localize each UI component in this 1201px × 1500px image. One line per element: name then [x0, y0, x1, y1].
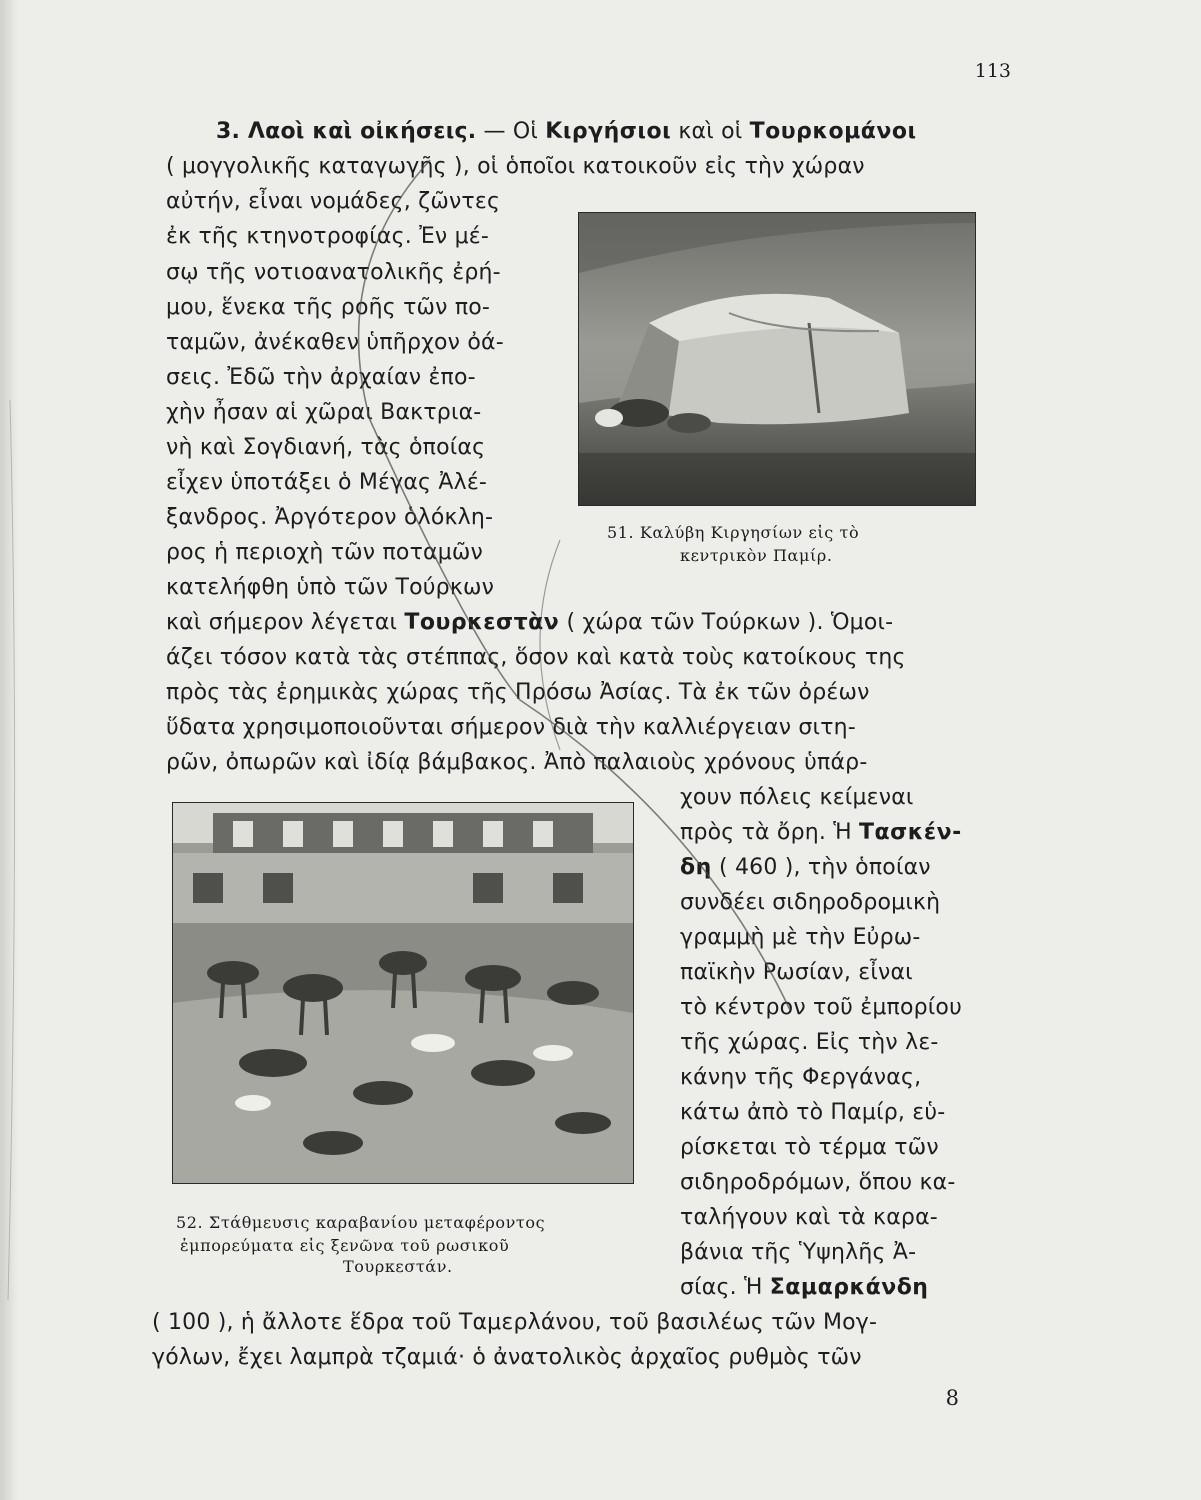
page-edge-shadow [0, 0, 18, 1500]
right-col-line: ρίσκεται τὸ τέρμα τῶν [680, 1135, 939, 1160]
text-line: μου, ἕνεκα τῆς ροῆς τῶν πο- [166, 295, 491, 320]
right-col-line: βάνια τῆς Ὑψηλῆς Ἀ- [680, 1240, 917, 1265]
figure-52-caption-line3: Τουρκεστάν. [343, 1257, 453, 1276]
text-line: άζει τόσον κατὰ τὰς στέππας, ὅσον καὶ κατὰ τοὺς κατοίκους της [166, 645, 906, 670]
turkestan-after: ( χώρα τῶν Τούρκων ). Ὁμοι- [559, 610, 894, 635]
right-col-text: σίας. Ἡ [680, 1275, 770, 1300]
right-col-line: κάνην τῆς Φεργάνας, [680, 1065, 922, 1090]
heading-mid: καὶ οἱ [671, 119, 750, 144]
right-col-line [680, 818, 962, 848]
text-line: αὐτήν, εἶναι νομάδες, ζῶντες [166, 189, 501, 214]
text-line: σῳ τῆς νοτιοανατολικῆς ἐρή- [166, 260, 501, 285]
figure-51-caption-line1: 51. Καλύβη Κιργησίων εἰς τὸ [607, 523, 860, 542]
page-number: 113 [974, 60, 1011, 82]
term-kirgisioi: Κιργήσιοι [545, 119, 672, 144]
figure-51-photo [578, 212, 976, 506]
section-heading: 3. Λαοὶ καὶ οἰκήσεις. [216, 119, 477, 144]
text-line: ἐκ τῆς κτηνοτροφίας. Ἐν μέ- [166, 224, 490, 249]
term-taskendi: Τασκέν- [859, 820, 962, 845]
right-col-line: κάτω ἀπὸ τὸ Παμίρ, εὑ- [680, 1100, 946, 1125]
right-col-line: παϊκὴν Ρωσίαν, εἶναι [680, 960, 913, 985]
right-col-line: γραμμὴ μὲ τὴν Εὐρω- [680, 925, 921, 950]
right-col-line: τῆς χώρας. Εἰς τὴν λε- [680, 1030, 939, 1055]
text-line: ρος ἡ περιοχὴ τῶν ποταμῶν [166, 540, 484, 565]
text-line: νὴ καὶ Σογδιανή, τὰς ὁποίας [166, 435, 486, 460]
right-col-line: τὸ κέντρον τοῦ ἐμπορίου [680, 995, 963, 1020]
figure-52-caption-line2: ἐμπορεύματα εἰς ξενῶνα τοῦ ρωσικοῦ [180, 1236, 510, 1255]
yurt-photo-illustration [579, 213, 975, 505]
turkestan-line [166, 608, 893, 638]
text-line: πρὸς τὰς ἐρημικὰς χώρας τῆς Πρόσω Ἀσίας. Τὰ ἐκ τῶν ὀρέων [166, 680, 870, 705]
figure-52-caption-line1: 52. Στάθμευσις καραβανίου μεταφέροντος [176, 1213, 546, 1232]
text-line: ταμῶν, ἀνέκαθεν ὑπῆρχον ὀά- [166, 330, 504, 355]
text-line: ρῶν, ὀπωρῶν καὶ ἰδίᾳ βάμβακος. Ἀπὸ παλαιοὺς χρόνους ὑπάρ- [166, 750, 868, 775]
right-col-line [680, 1273, 928, 1303]
heading-dash: — Οἱ [476, 119, 546, 144]
right-col-line: χουν πόλεις κείμεναι [680, 785, 914, 810]
footer-signature-number: 8 [945, 1386, 959, 1410]
text-line: χὴν ἦσαν αἱ χῶραι Βακτρια- [166, 400, 482, 425]
right-col-line: ταλήγουν καὶ τὰ καρα- [680, 1205, 938, 1230]
term-tourkestan: Τουρκεστὰν [404, 610, 560, 635]
term-samarkandi: Σαμαρκάνδη [769, 1275, 929, 1300]
term-taskendi-end: δη [680, 855, 712, 880]
figure-51-caption-line2: κεντρικὸν Παμίρ. [680, 546, 833, 565]
right-col-line: συνδέει σιδηροδρομικὴ [680, 890, 941, 915]
right-col-text: πρὸς τὰ ὄρη. Ἡ [680, 820, 860, 845]
text-line: γόλων, ἔχει λαμπρὰ τζαμιά· ὁ ἀνατολικὸς ἀρχαῖος ρυθμὸς τῶν [152, 1345, 862, 1370]
caravan-photo-illustration [173, 803, 633, 1183]
right-col-line: σιδηροδρόμων, ὅπου κα- [680, 1170, 956, 1195]
text-line: ( 100 ), ἡ ἄλλοτε ἕδρα τοῦ Ταμερλάνου, τοῦ βασιλέως τῶν Μογ- [152, 1310, 878, 1335]
right-col-text: ( 460 ), τὴν ὁποίαν [711, 855, 931, 880]
turkestan-before: καὶ σήμερον λέγεται [166, 610, 405, 635]
section-heading-line [216, 117, 917, 147]
text-line: ( μογγολικῆς καταγωγῆς ), οἱ ὁποῖοι κατοικοῦν εἰς τὴν χώραν [166, 154, 865, 179]
text-line: εἶχεν ὑποτάξει ὁ Μέγας Ἀλέ- [166, 470, 488, 495]
text-line: ξανδρος. Ἀργότερον ὁλόκλη- [166, 505, 494, 530]
figure-52-photo [172, 802, 634, 1184]
text-line: σεις. Ἐδῶ τὴν ἀρχαίαν ἐπο- [166, 365, 476, 390]
right-col-line [680, 853, 931, 883]
text-line: ὕδατα χρησιμοποιοῦνται σήμερον διὰ τὴν καλλιέργειαν σιτη- [166, 715, 856, 740]
term-tourkomanoi: Τουρκομάνοι [749, 119, 917, 144]
text-line: κατελήφθη ὑπὸ τῶν Τούρκων [166, 575, 495, 600]
